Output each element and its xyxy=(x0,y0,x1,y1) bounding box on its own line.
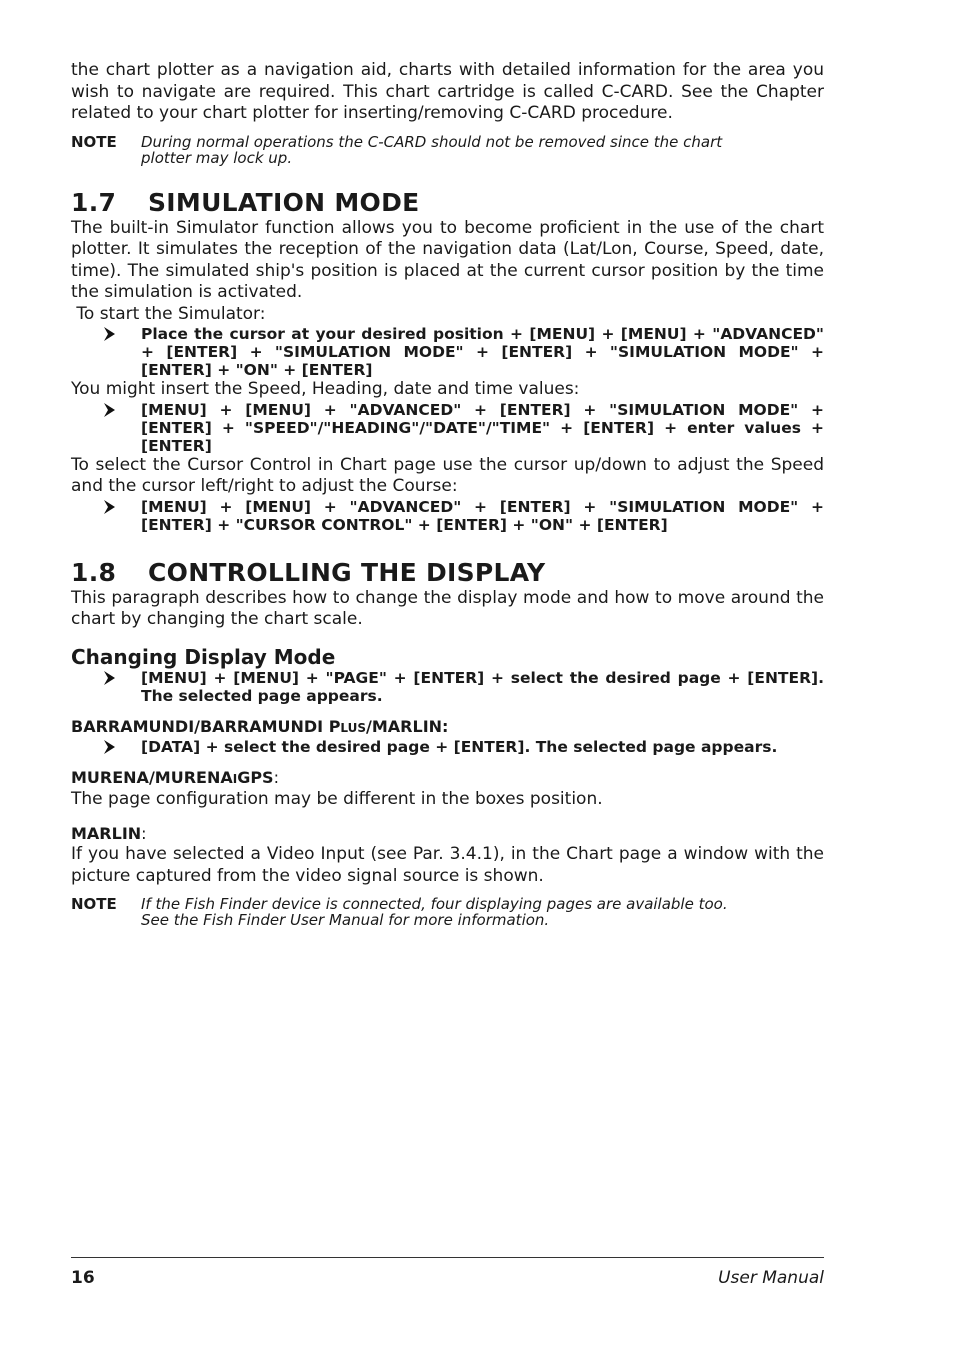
section-title: CONTROLLING THE DISPLAY xyxy=(148,557,546,587)
page-content xyxy=(71,60,824,928)
section-title: SIMULATION MODE xyxy=(148,187,420,217)
section-heading-1-8 xyxy=(71,558,824,588)
simulation-insert: You might insert the Speed, Heading, date and time values: xyxy=(71,379,580,399)
model-name-smallcaps: I xyxy=(232,771,238,786)
simulation-cursor: To select the Cursor Control in Chart page use the cursor up/down to adjust the Speed and the cursor left/right to adjust the Course: xyxy=(71,454,824,496)
footer-title: User Manual xyxy=(718,1268,824,1288)
model-name: BARRAMUNDI/BARRAMUNDI P xyxy=(71,716,341,736)
note-label: NOTE xyxy=(71,895,117,913)
marlin-text: If you have selected a Video Input (see Par. 3.4.1), in the Chart page a window with the picture captured from the video signal source is shown. xyxy=(71,844,824,886)
step-item xyxy=(71,498,824,534)
murena-text: The page configuration may be different in the boxes position. xyxy=(71,788,603,809)
step-item xyxy=(71,738,824,756)
chevron-right-icon xyxy=(71,325,141,379)
model-name: MURENA/MURENA xyxy=(71,767,233,787)
step-text: Place the cursor at your desired position + [MENU] + [MENU] + "ADVANCED" + [ENTER] + "SIMULATION MODE" + [ENTER] + "SIMULATION MODE" + [ENTER] + "ON" + [ENTER] xyxy=(141,325,824,379)
model-name: MARLIN xyxy=(71,824,142,843)
model-heading-murena xyxy=(71,768,824,789)
model-heading-marlin xyxy=(71,824,824,844)
note-1 xyxy=(71,134,824,166)
step-item xyxy=(71,669,824,705)
step-text: [MENU] + [MENU] + "ADVANCED" + [ENTER] + "SIMULATION MODE" + [ENTER] + "SPEED"/"HEADING"/"DATE"/"TIME" + [ENTER] + enter values + [ENTER] xyxy=(141,400,824,455)
model-name-smallcaps: LUS xyxy=(340,720,367,735)
page-number: 16 xyxy=(71,1268,95,1288)
note-label: NOTE xyxy=(71,132,117,151)
step-item xyxy=(71,401,824,455)
model-colon: : xyxy=(141,824,147,843)
simulation-body: The built-in Simulator function allows you to become proficient in the use of the chart plotter. It simulates the reception of the navigation data (Lat/Lon, Course, Speed, date, time). The simulated ship's position is placed at the current cursor position by the time the simulation is activated. xyxy=(71,217,824,302)
chevron-right-icon xyxy=(71,401,141,455)
step-text: [MENU] + [MENU] + "ADVANCED" + [ENTER] + "SIMULATION MODE" + [ENTER] + "CURSOR CONTROL" + [ENTER] + "ON" + [ENTER] xyxy=(141,497,824,534)
note-line: If the Fish Finder device is connected, four displaying pages are available too. xyxy=(141,895,728,913)
chevron-right-icon xyxy=(71,738,141,756)
section-heading-1-7 xyxy=(71,188,824,218)
note-text: During normal operations the C-CARD should not be removed since the chart plotter may lock up. xyxy=(141,132,723,167)
note-text xyxy=(141,896,728,928)
footer-divider xyxy=(71,1257,824,1258)
simulation-start: To start the Simulator: xyxy=(71,303,266,324)
model-colon: : xyxy=(273,767,279,787)
intro-paragraph: the chart plotter as a navigation aid, charts with detailed information for the area you wish to navigate are required. This chart cartridge is called C-CARD. See the Chapter related to your chart plotter for inserting/removing C-CARD procedure. xyxy=(71,60,824,123)
step-text: [DATA] + select the desired page + [ENTER]. The selected page appears. xyxy=(141,737,778,756)
section-number: 1.7 xyxy=(71,187,117,217)
note-2 xyxy=(71,896,824,928)
section-number: 1.8 xyxy=(71,557,117,587)
model-name-suffix: /MARLIN: xyxy=(366,716,449,736)
note-line: See the Fish Finder User Manual for more information. xyxy=(141,911,550,929)
chevron-right-icon xyxy=(71,669,141,705)
step-text: [MENU] + [MENU] + "PAGE" + [ENTER] + select the desired page + [ENTER]. The selected page appears. xyxy=(141,668,824,705)
chevron-right-icon xyxy=(71,498,141,534)
subsection-heading: Changing Display Mode xyxy=(71,644,336,669)
model-name-suffix: GPS xyxy=(237,767,274,787)
model-heading-barramundi xyxy=(71,717,824,738)
step-item xyxy=(71,325,824,379)
display-body: This paragraph describes how to change the display mode and how to move around the chart by changing the chart scale. xyxy=(71,587,824,629)
